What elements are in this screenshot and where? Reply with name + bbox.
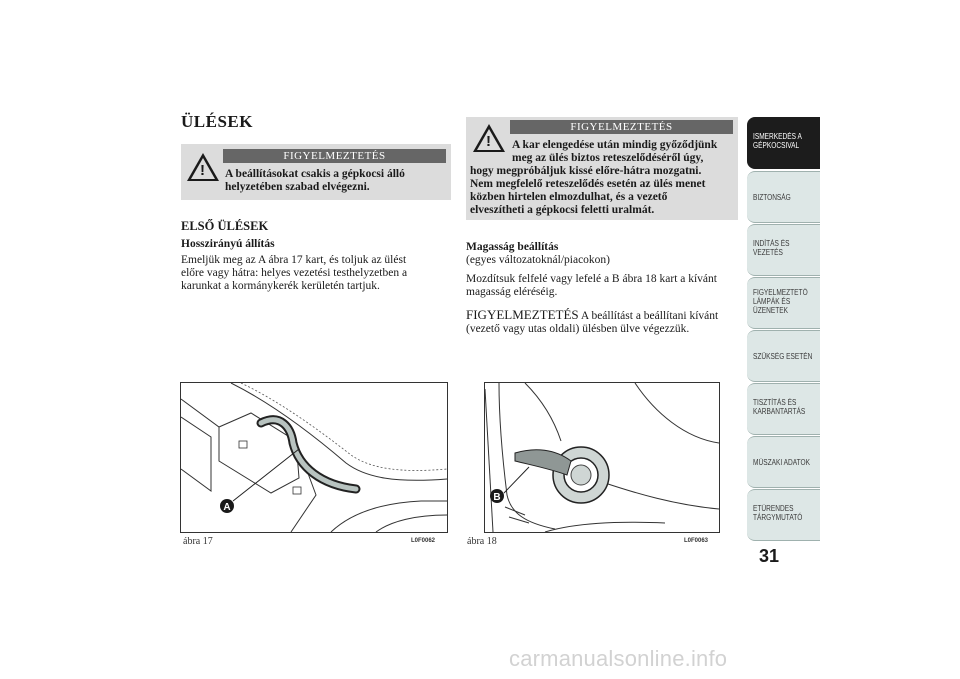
warning-box-left: [181, 144, 451, 200]
figure-label-a: A: [223, 502, 231, 513]
warning-heading: FIGYELMEZTETÉS: [223, 149, 446, 163]
height-text: Mozdítsuk felfelé vagy lefelé a B ábra 18 kart a kívánt magasság eléréséig.: [466, 273, 717, 298]
warning-text: A beállításokat csakis a gépkocsi álló helyzetében szabad elvégezni.: [225, 168, 405, 193]
height-note: (egyes változatoknál/piacokon): [466, 254, 611, 266]
figure-18-caption: ábra 18: [467, 536, 497, 547]
height-warning: FIGYELMEZTETÉS A beállítást a beállítani kívánt (vezető vagy utas oldali) ülésben ülve végezzük.: [466, 307, 719, 335]
tab-getting-to-know[interactable]: ISMERKEDÉS A GÉPKOCSIVAL: [747, 117, 820, 169]
tab-maintenance[interactable]: TISZTÍTÁS ÉS KARBANTARTÁS: [747, 383, 820, 435]
page-number: 31: [759, 546, 780, 566]
tab-index[interactable]: ETŰRENDES TÁRGYMUTATÓ: [747, 489, 820, 541]
tab-emergency[interactable]: SZÜKSÉG ESETÉN: [747, 330, 820, 382]
figure-17-caption: ábra 17: [183, 536, 213, 547]
seat-lever-drawing: [181, 383, 447, 532]
figure-18-code: L0F0063: [684, 538, 709, 544]
figure-17-code: L0F0062: [411, 538, 436, 544]
exclamation-icon: !: [486, 133, 491, 150]
tab-safety[interactable]: BIZTONSÁG: [747, 171, 820, 223]
warning-box-right: [466, 117, 738, 220]
longitudinal-text: Emeljük meg az A ábra 17 kart, és toljuk az ülést előre vagy hátra: helyes vezetési testhelyzetben a karunkat a kormánykerék kerületén tartjuk.: [181, 254, 408, 292]
exclamation-icon: !: [200, 162, 205, 179]
tab-warning-lights[interactable]: FIGYELMEZTETŐ LÁMPÁK ÉS ÜZENETEK: [747, 277, 820, 329]
figure-18-image: [484, 382, 720, 533]
longitudinal-title: Hosszirányú állítás: [181, 238, 275, 250]
warning-text: A kar elengedése után mindig győződjünk meg az ülés biztos reteszelődéséről úgy, hogy megpróbáljuk kissé előre-hátra mozgatni. Nem megfelelő reteszelődés esetén az ülés menet közben hirtelen elmozdulhat, és a vezető elveszítheti a gépkocsi feletti uralmát.: [470, 139, 718, 216]
figure-17-image: [180, 382, 448, 533]
tab-technical-data[interactable]: MŰSZAKI ADATOK: [747, 436, 820, 488]
height-title: Magasság beállítás: [466, 241, 559, 253]
seat-height-lever-drawing: [485, 383, 719, 532]
tab-starting-driving[interactable]: INDÍTÁS ÉS VEZETÉS: [747, 224, 820, 276]
warning-heading: FIGYELMEZTETÉS: [510, 120, 733, 134]
section-title: ÜLÉSEK: [181, 112, 253, 131]
figure-label-b: B: [493, 492, 501, 503]
front-seats-title: ELSŐ ÜLÉSEK: [181, 219, 269, 233]
watermark: carmanualsonline.info: [509, 646, 728, 671]
